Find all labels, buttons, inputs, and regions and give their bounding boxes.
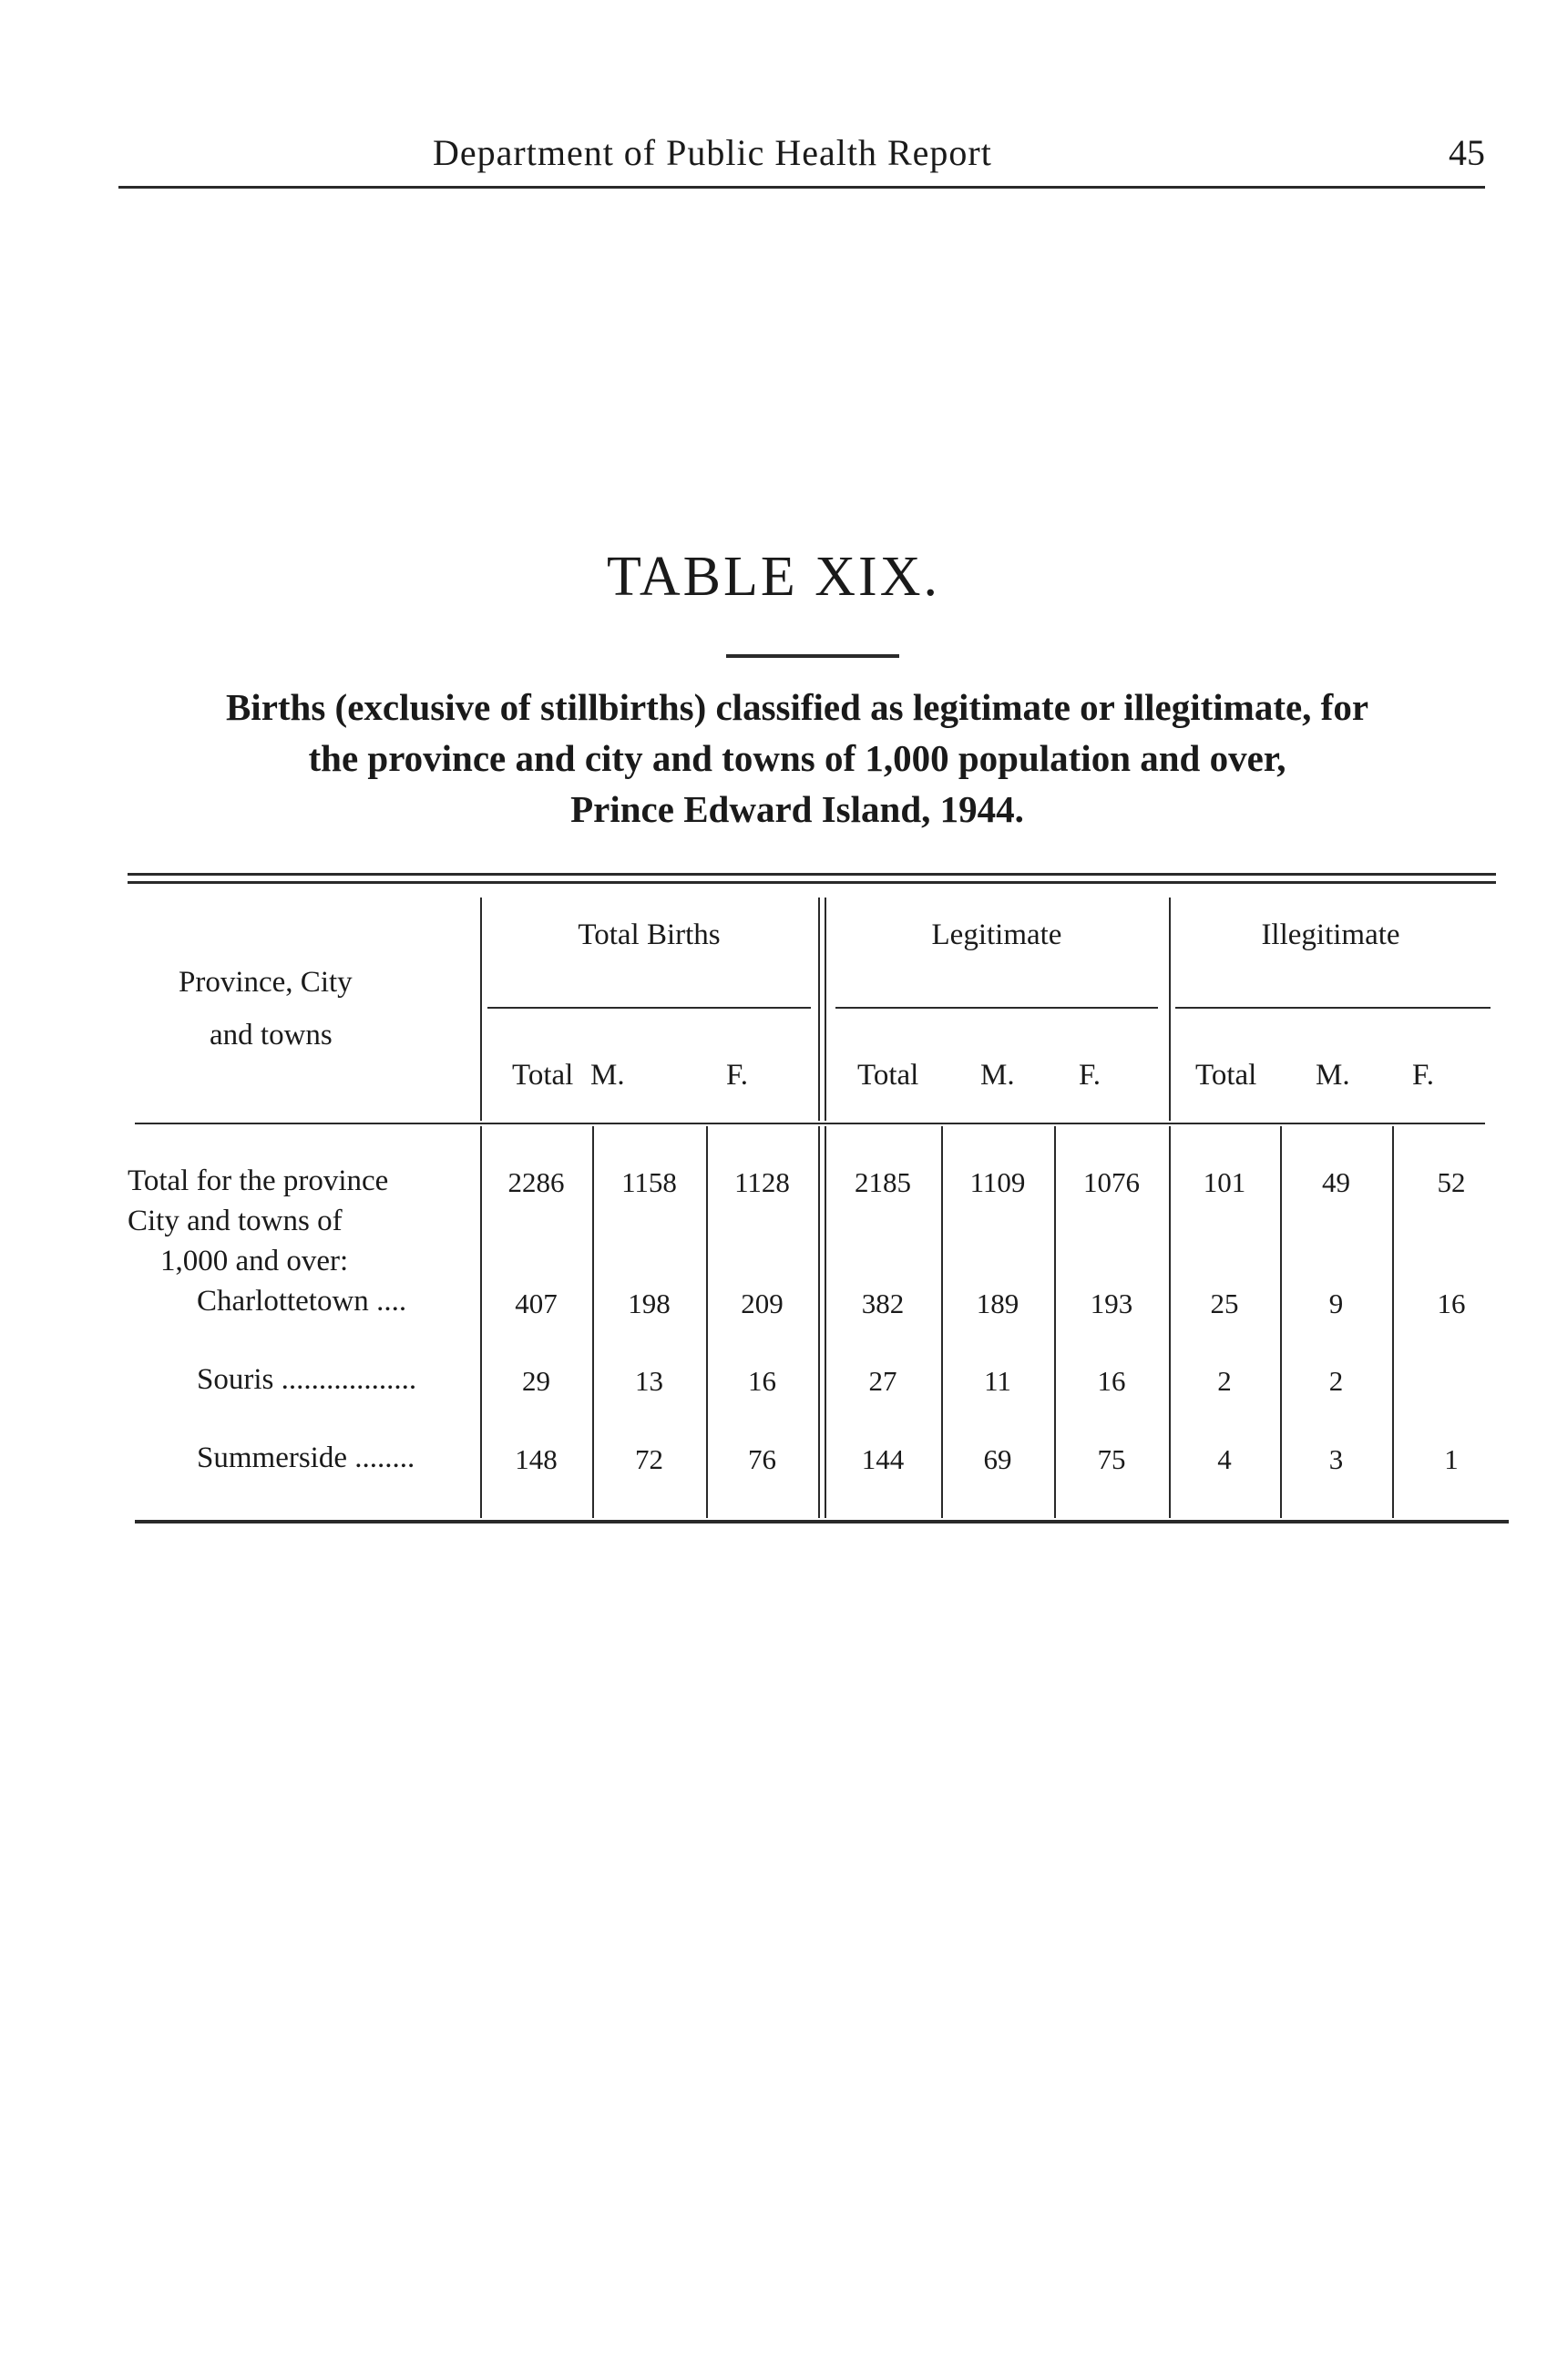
group-rule — [835, 1007, 1158, 1009]
cell-value: 27 — [868, 1365, 897, 1397]
group-header-illegitimate: Illegitimate — [1261, 918, 1400, 951]
cell-value: 16 — [1437, 1287, 1466, 1319]
subheader-total: Total — [1195, 1059, 1257, 1092]
cell-value: 209 — [741, 1287, 784, 1319]
row-label: Charlottetown .... — [197, 1285, 407, 1318]
table-subtitle — [91, 682, 1503, 835]
stub-header-line: and towns — [210, 1019, 333, 1052]
cell-value: 3 — [1328, 1443, 1344, 1475]
stub-header-line: Province, City — [179, 966, 353, 999]
row-label: Souris .................. — [197, 1363, 417, 1396]
title-rule — [726, 654, 899, 658]
subheader-total: Total — [857, 1059, 919, 1092]
cell-value: 72 — [635, 1443, 663, 1475]
table-top-rule — [128, 873, 1496, 876]
cell-value: 189 — [976, 1287, 1019, 1319]
subheader-total: Total — [512, 1059, 574, 1092]
cell-value: 25 — [1210, 1287, 1239, 1319]
subheader-male: M. — [590, 1059, 625, 1092]
column-divider — [818, 898, 820, 1121]
cell-value: 1109 — [969, 1166, 1026, 1198]
subtitle-line: the province and city and towns of 1,000 population and over, — [308, 737, 1286, 779]
cell-value: 2 — [1328, 1365, 1344, 1397]
row-label: Total for the province — [128, 1164, 389, 1197]
group-rule — [487, 1007, 811, 1009]
cell-value: 407 — [515, 1287, 558, 1319]
cell-value: 198 — [628, 1287, 671, 1319]
cell-value: 4 — [1217, 1443, 1232, 1475]
cell-value: 2286 — [507, 1166, 565, 1198]
cell-value: 52 — [1437, 1166, 1466, 1198]
cell-value: 76 — [748, 1443, 776, 1475]
column-divider — [818, 1126, 820, 1518]
cell-value: 1076 — [1083, 1166, 1140, 1198]
page-number: 45 — [1449, 132, 1485, 173]
subheader-male: M. — [980, 1059, 1015, 1092]
cell-value: 11 — [984, 1365, 1011, 1397]
cell-value: 69 — [983, 1443, 1012, 1475]
subheader-female: F. — [726, 1059, 748, 1092]
running-header-title: Department of Public Health Report — [433, 132, 992, 173]
cell-value: 148 — [515, 1443, 558, 1475]
cell-value: 9 — [1328, 1287, 1344, 1319]
cell-value: 2 — [1217, 1365, 1232, 1397]
table-bottom-rule — [135, 1520, 1509, 1523]
cell-value: 144 — [861, 1443, 905, 1475]
subheader-male: M. — [1316, 1059, 1350, 1092]
cell-value: 2185 — [855, 1166, 911, 1198]
cell-value: 1158 — [621, 1166, 677, 1198]
group-header-legitimate: Legitimate — [931, 918, 1062, 951]
row-label: City and towns of — [128, 1205, 343, 1237]
cell-value: 1128 — [734, 1166, 790, 1198]
cell-value: 13 — [635, 1365, 663, 1397]
subheader-female: F. — [1412, 1059, 1434, 1092]
table-top-rule — [128, 881, 1496, 884]
cell-value: 29 — [522, 1365, 550, 1397]
page-header — [118, 128, 1485, 189]
group-rule — [1175, 1007, 1491, 1009]
subheader-female: F. — [1079, 1059, 1101, 1092]
cell-value: 193 — [1090, 1287, 1133, 1319]
row-label: Summerside ........ — [197, 1441, 415, 1474]
cell-value: 382 — [861, 1287, 905, 1319]
group-header-total-births: Total Births — [578, 918, 721, 951]
cell-value: 49 — [1322, 1166, 1350, 1198]
table-title: TABLE XIX. — [607, 546, 940, 608]
cell-value: 16 — [1097, 1365, 1126, 1397]
subtitle-line: Prince Edward Island, 1944. — [570, 788, 1024, 830]
cell-value: 1 — [1444, 1443, 1459, 1475]
subtitle-line: Births (exclusive of stillbirths) classified as legitimate or illegitimate, for — [225, 686, 1369, 728]
row-label: 1,000 and over: — [160, 1245, 349, 1277]
cell-value: 101 — [1203, 1166, 1246, 1198]
header-rule — [135, 1123, 1485, 1124]
cell-value: 16 — [748, 1365, 776, 1397]
cell-value: 75 — [1097, 1443, 1126, 1475]
